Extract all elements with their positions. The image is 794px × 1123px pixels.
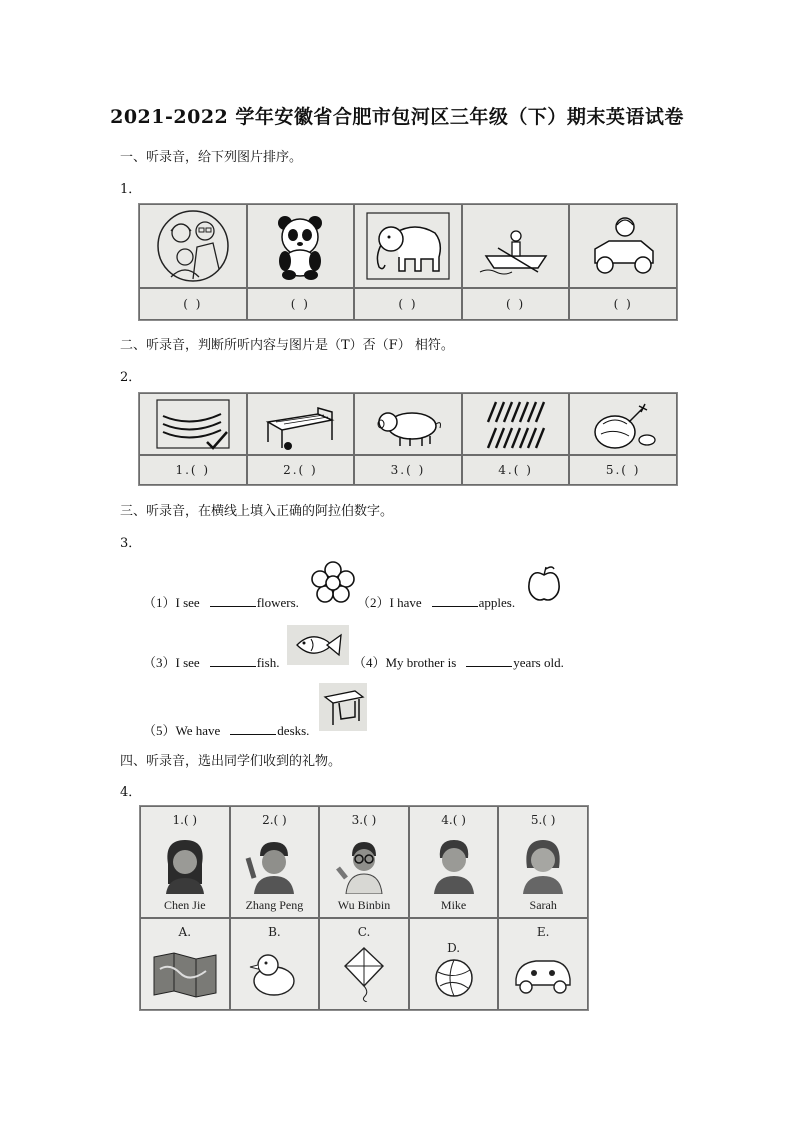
q4-name-1: Chen Jie — [163, 898, 206, 912]
boy-mike-avatar-icon — [422, 834, 486, 894]
toy-duck-icon — [244, 949, 304, 999]
toy-car-icon — [508, 951, 578, 997]
boat-icon — [476, 216, 556, 276]
girl-avatar-icon — [158, 834, 212, 894]
q4-name-3: Wu Binbin — [337, 898, 391, 912]
q1-answer-2[interactable]: ( ) — [247, 288, 355, 320]
q4-name-5: Sarah — [529, 898, 557, 912]
q3-item-2 — [357, 592, 515, 611]
q1-answer-4[interactable]: ( ) — [462, 288, 570, 320]
question-1-number: 1． — [120, 182, 142, 197]
q3-item-2-prompt: （2）I have — [357, 595, 422, 610]
question-4-number: 4． — [120, 785, 142, 800]
q2-cell-pencils — [462, 393, 570, 455]
q4-letter-a: A. — [178, 925, 192, 939]
q2-cell-pig — [354, 393, 462, 455]
section-1-heading: 一、听录音，给下列图片排序。 — [120, 150, 303, 165]
q4-gift-d — [409, 918, 499, 1010]
car-icon — [583, 213, 663, 279]
q1-cell-car — [569, 204, 677, 288]
q1-answer-5[interactable]: ( ) — [569, 288, 677, 320]
q4-student-1 — [140, 806, 230, 918]
q4-letter-d: D. — [447, 941, 461, 955]
boy-avatar-icon — [242, 834, 306, 894]
section-2-heading: 二、听录音，判断所听内容与图片是（T）否（F） 相符。 — [120, 338, 454, 353]
q4-number-2[interactable]: 2.( ) — [262, 813, 287, 827]
q4-student-2 — [230, 806, 320, 918]
q3-item-3-blank[interactable] — [210, 654, 256, 667]
q1-answer-3[interactable]: ( ) — [354, 288, 462, 320]
page-title: 2021-2022 学年安徽省合肥市包河区三年级（下）期末英语试卷 — [110, 106, 684, 128]
q3-item-4 — [353, 652, 564, 671]
q2-picture-table — [138, 392, 678, 486]
q4-gift-c — [319, 918, 409, 1010]
fish-icon — [287, 625, 349, 665]
q4-gift-a — [140, 918, 230, 1010]
q4-letter-e: E. — [536, 925, 550, 939]
chicken-icon — [581, 396, 665, 452]
flower-icon — [309, 560, 357, 606]
q4-student-5 — [498, 806, 588, 918]
q1-cell-elephant — [354, 204, 462, 288]
q1-cell-family — [139, 204, 247, 288]
q3-item-5 — [143, 720, 309, 739]
map-icon — [150, 949, 220, 999]
q2-answer-2[interactable]: 2.( ) — [247, 455, 355, 485]
q4-name-2: Zhang Peng — [245, 898, 304, 912]
section-4-heading: 四、听录音，选出同学们收到的礼物。 — [120, 754, 342, 769]
q3-item-3 — [143, 652, 279, 671]
question-2-number: 2． — [120, 370, 142, 385]
q3-item-3-suffix: fish. — [256, 655, 280, 670]
q3-item-4-suffix: years old. — [513, 655, 564, 670]
q4-gift-e — [498, 918, 588, 1010]
q3-item-4-prompt: （4）My brother is — [353, 655, 457, 670]
q3-item-1 — [143, 592, 299, 611]
q2-cell-bed — [247, 393, 355, 455]
q3-item-2-suffix: apples. — [478, 595, 516, 610]
pencils-icon — [474, 396, 558, 452]
q4-student-4 — [409, 806, 499, 918]
q4-letter-b: B. — [268, 925, 281, 939]
boy-glasses-avatar-icon — [332, 834, 396, 894]
q3-item-1-prompt: （1）I see — [143, 595, 200, 610]
q2-cell-chicken — [569, 393, 677, 455]
q1-cell-boat — [462, 204, 570, 288]
pig-icon — [366, 396, 450, 452]
q3-item-1-blank[interactable] — [210, 594, 256, 607]
kite-icon — [339, 946, 389, 1002]
desk-icon — [319, 683, 367, 731]
q2-cell-bananas — [139, 393, 247, 455]
q3-item-2-blank[interactable] — [432, 594, 478, 607]
q4-number-1[interactable]: 1.( ) — [172, 813, 198, 827]
q2-answer-4[interactable]: 4.( ) — [462, 455, 570, 485]
bed-icon — [258, 396, 342, 452]
q1-cell-panda — [247, 204, 355, 288]
q2-answer-5[interactable]: 5.( ) — [569, 455, 677, 485]
q3-item-5-suffix: desks. — [277, 723, 310, 738]
girl-sarah-avatar-icon — [511, 834, 575, 894]
elephant-icon — [365, 211, 451, 281]
q3-item-4-blank[interactable] — [466, 654, 512, 667]
q1-answer-1[interactable]: ( ) — [139, 288, 247, 320]
q4-student-3 — [319, 806, 409, 918]
q2-answer-1[interactable]: 1.( ) — [139, 455, 247, 485]
question-3-number: 3． — [120, 536, 142, 551]
q2-answer-3[interactable]: 3.( ) — [354, 455, 462, 485]
q3-item-5-prompt: （5）We have — [143, 723, 221, 738]
q4-number-3[interactable]: 3.( ) — [351, 813, 377, 827]
panda-icon — [265, 211, 335, 281]
q4-letter-c: C. — [357, 925, 371, 939]
q3-item-3-prompt: （3）I see — [143, 655, 200, 670]
ball-icon — [432, 956, 476, 1000]
q4-gift-b — [230, 918, 320, 1010]
apple-icon — [526, 563, 562, 603]
section-3-heading: 三、听录音，在横线上填入正确的阿拉伯数字。 — [120, 504, 394, 519]
q3-item-1-suffix: flowers. — [256, 595, 299, 610]
q4-number-4[interactable]: 4.( ) — [441, 813, 466, 827]
bananas-icon — [151, 396, 235, 452]
q4-picture-table — [139, 805, 589, 1011]
q3-item-5-blank[interactable] — [230, 722, 276, 735]
q4-number-5[interactable]: 5.( ) — [530, 813, 556, 827]
q4-name-4: Mike — [440, 898, 467, 912]
q1-picture-table — [138, 203, 678, 321]
family-icon — [153, 209, 233, 283]
